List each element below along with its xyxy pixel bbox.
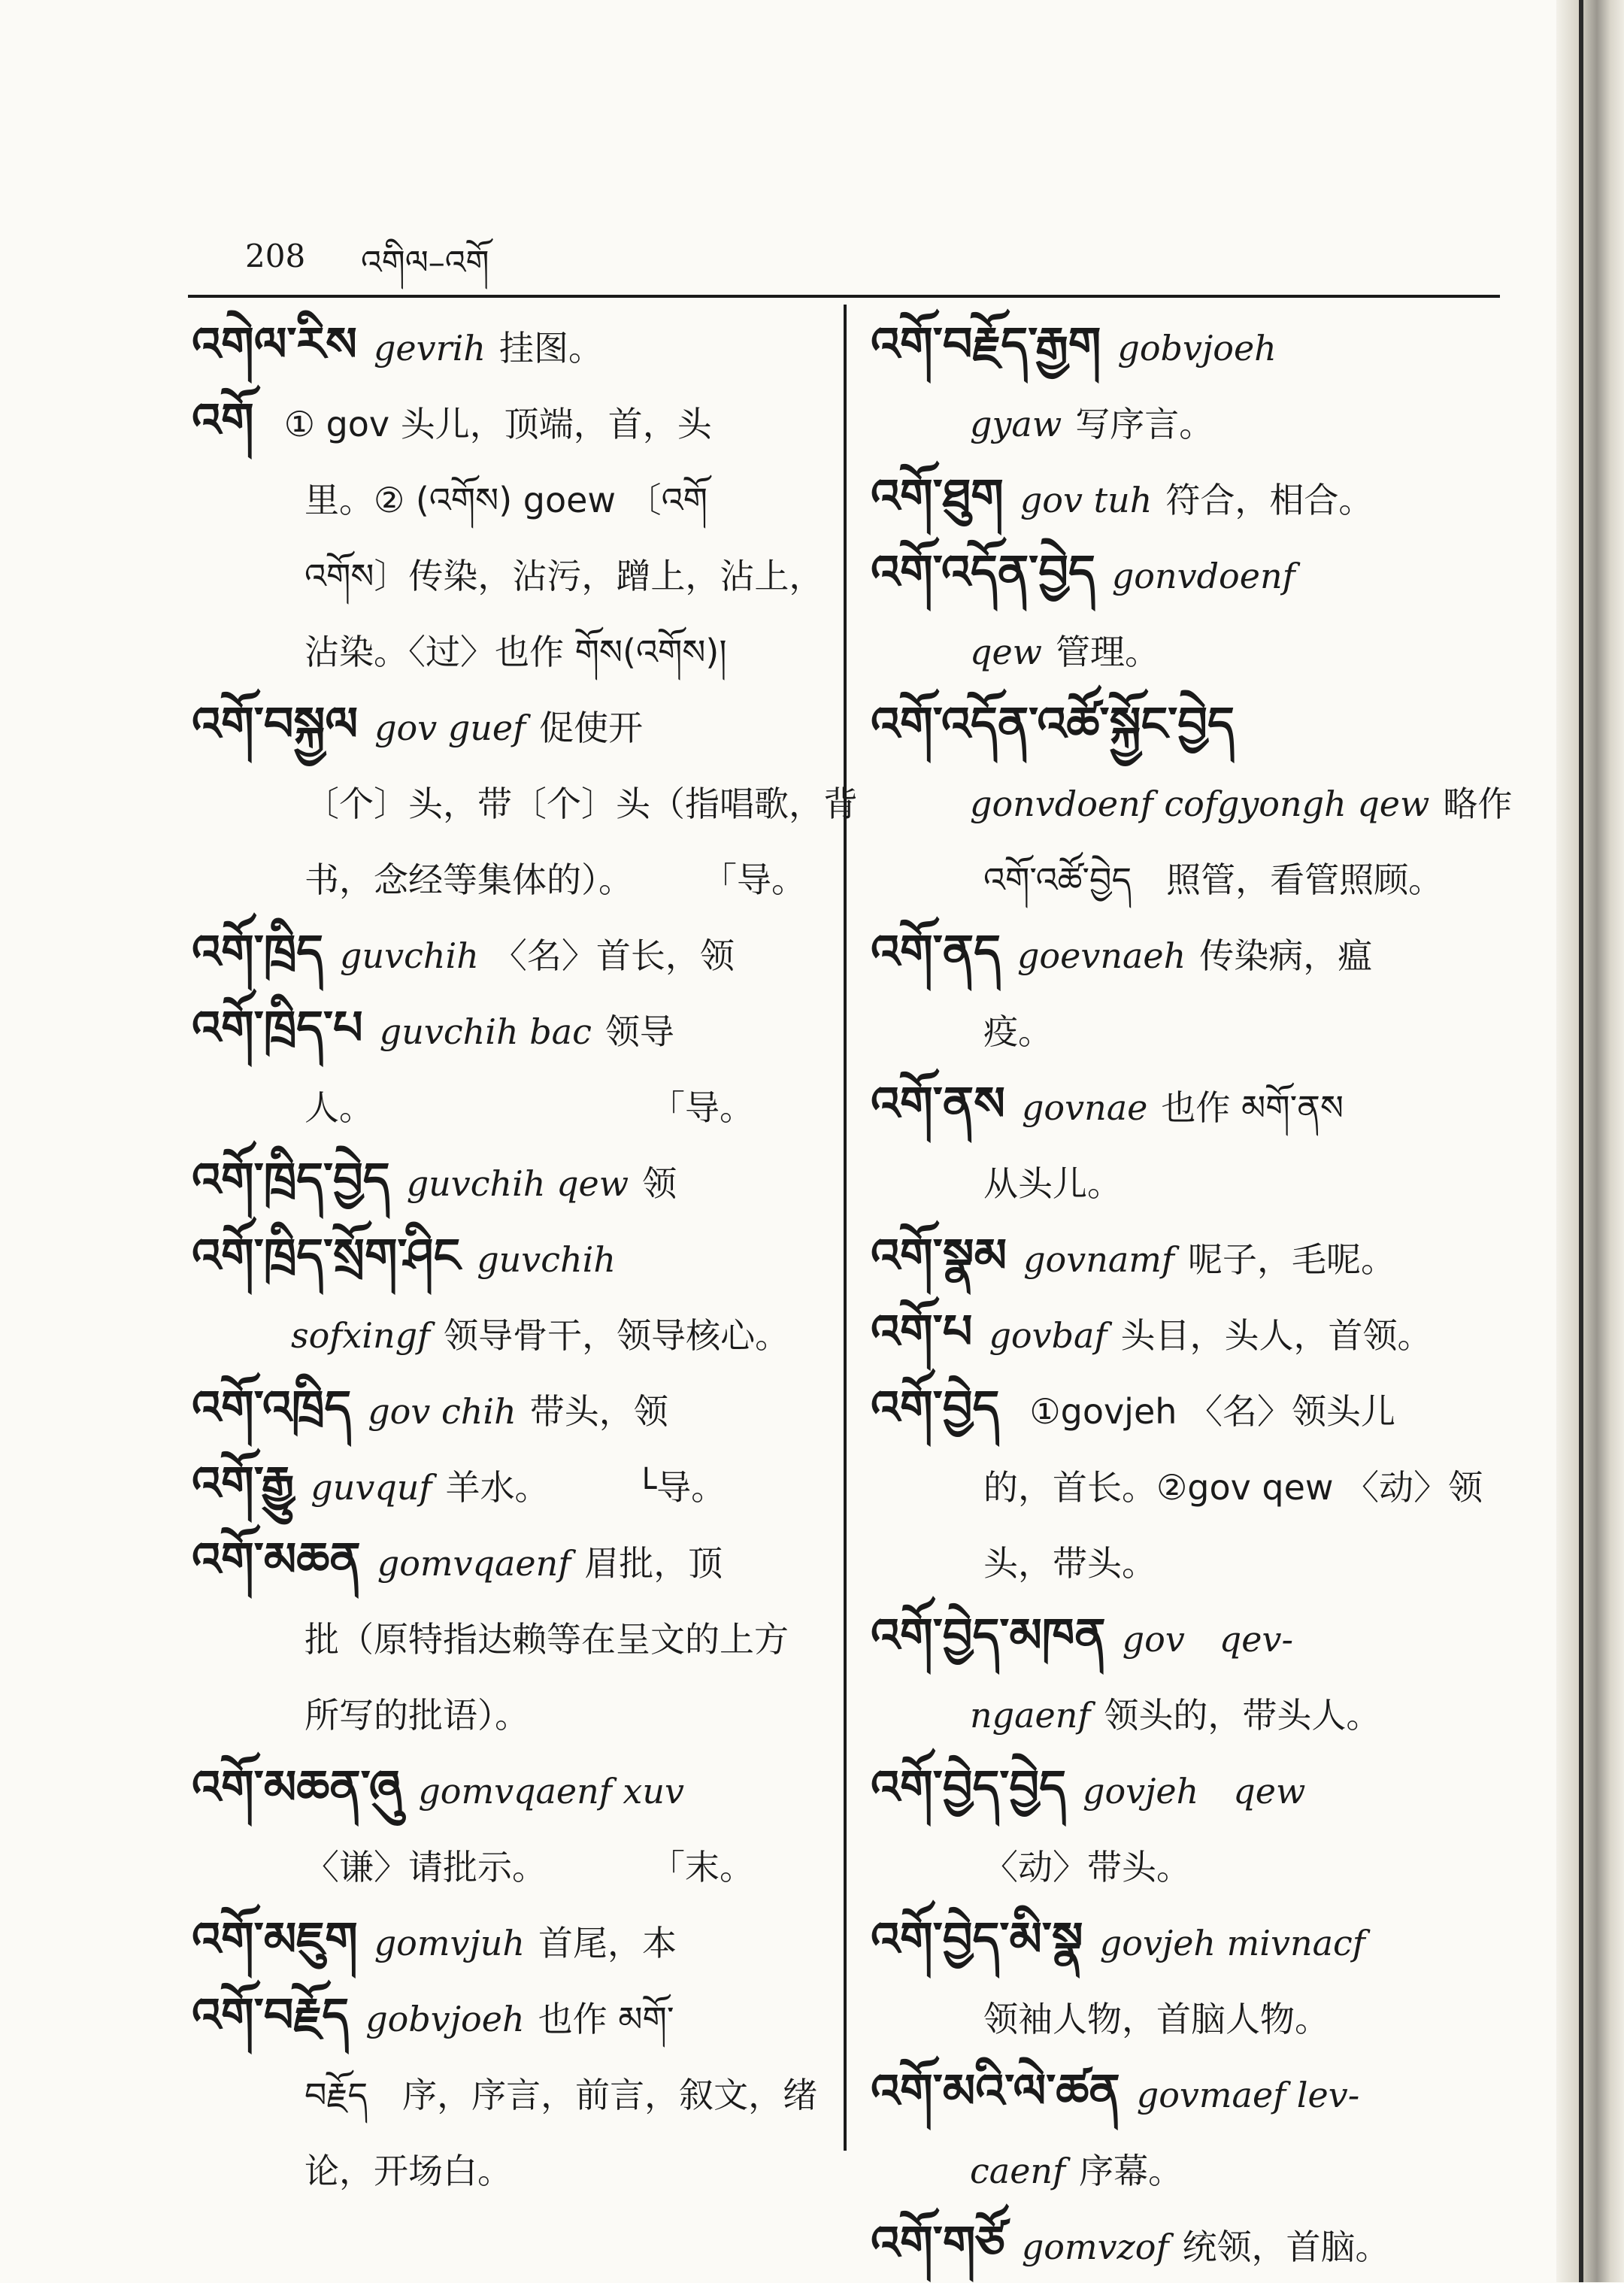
- column-divider: [844, 305, 847, 2151]
- romanization: govjeh qew: [1083, 1771, 1306, 1812]
- tibetan-headword: འགོ་མཆན་ཞུ: [192, 1760, 402, 1815]
- definition: 疫。: [983, 1011, 1053, 1052]
- romanization: gonvdoenf cofgyongh qew: [970, 784, 1430, 824]
- entry-continuation: [192, 2055, 816, 2131]
- entry-continuation: [192, 536, 824, 612]
- right-column: [871, 308, 1513, 2283]
- definition: 从头儿。: [983, 1163, 1122, 1204]
- definition: 头，带头。: [983, 1543, 1156, 1584]
- definition: 呢子，毛呢。: [1187, 1239, 1395, 1280]
- romanization: gobvjoeh: [1117, 328, 1277, 368]
- dictionary-entry: [192, 384, 824, 688]
- definition: 所写的批语）。: [304, 1695, 529, 1736]
- entry-headline: [871, 1068, 1498, 1144]
- page-header: [241, 226, 1496, 286]
- dictionary-entry: [192, 1144, 816, 1220]
- dictionary-entry: [871, 460, 1498, 536]
- romanization: guvquf: [311, 1467, 432, 1508]
- definition: ①govjeh 〈名〉领头儿: [1029, 1391, 1396, 1432]
- tibetan-headword: འགོ་བྱེད་མཁན: [871, 1608, 1106, 1663]
- dictionary-entry: [871, 688, 1513, 916]
- entry-headline: [871, 460, 1498, 536]
- entry-continuation: [871, 2131, 1498, 2207]
- tibetan-headword: འགོ་མཇུག: [192, 1912, 358, 1966]
- romanization: gomvzof: [1021, 2227, 1169, 2267]
- entry-headline: [871, 2207, 1498, 2283]
- dictionary-entry: [192, 1220, 816, 1372]
- entry-continuation: [871, 764, 1513, 840]
- entry-continuation: [192, 1599, 816, 1675]
- dictionary-entry: [871, 1372, 1498, 1599]
- entry-headline: [871, 1372, 1498, 1448]
- definition: 人。 「导。: [304, 1087, 754, 1128]
- romanization: goevnaeh: [1017, 935, 1186, 976]
- entry-continuation: [871, 992, 1498, 1068]
- dictionary-entry: [871, 1751, 1498, 1903]
- entry-headline: [192, 1524, 816, 1599]
- tibetan-headword: འགོ་པ: [871, 1304, 973, 1359]
- romanization: govjeh mivnacf: [1099, 1923, 1365, 1963]
- definition: 统领，首脑。: [1182, 2227, 1390, 2267]
- definition: 〔个〕头，带〔个〕头（指唱歌，背: [304, 784, 858, 824]
- entry-continuation: [871, 612, 1498, 688]
- dictionary-entry: [871, 2055, 1498, 2207]
- romanization: sofxingf: [291, 1315, 431, 1356]
- entry-headline: [192, 1751, 816, 1827]
- tibetan-headword: འགོ་ཁྲིད་པ: [192, 1000, 363, 1055]
- romanization: gov chih: [368, 1391, 517, 1432]
- definition: 符合，相合。: [1165, 480, 1374, 520]
- tibetan-headword: འགོ་མའི་ལེ་ཚན: [871, 2063, 1120, 2118]
- definition: 首尾，本: [538, 1923, 677, 1963]
- tibetan-headword: འགོ་རྒྱུ: [192, 1456, 295, 1511]
- definition: འགོས〕传染，沾污，蹭上，沾上，: [304, 556, 824, 596]
- entry-continuation: [871, 1524, 1498, 1599]
- entry-continuation: [871, 1675, 1498, 1751]
- romanization: gov qev-: [1122, 1619, 1293, 1660]
- romanization: guvchih bac: [379, 1011, 592, 1052]
- entry-headline: [871, 688, 1498, 764]
- entry-headline: [192, 384, 816, 460]
- tibetan-headword: འགེལ་རིས: [192, 317, 357, 371]
- page-edge-line: [1579, 0, 1583, 2282]
- definition: 领头的，带头人。: [1104, 1695, 1381, 1736]
- definition: 促使开: [539, 708, 644, 748]
- romanization: gevrih: [373, 328, 486, 368]
- tibetan-headword: འགོ་གཙོ: [871, 2215, 1005, 2270]
- definition: 〈动〉带头。: [983, 1847, 1191, 1887]
- definition: ① gov 头儿，顶端，首，头: [283, 404, 712, 444]
- definition: 传染病，瘟: [1199, 935, 1373, 976]
- tibetan-headword: འགོ་འཁྲིད: [192, 1380, 352, 1435]
- romanization: gomvqaenf xuv: [418, 1771, 684, 1812]
- entry-continuation: [192, 1827, 816, 1903]
- entry-headline: [192, 916, 816, 992]
- romanization: govnae: [1021, 1087, 1148, 1128]
- entry-continuation: [871, 1144, 1498, 1220]
- definition: 羊水。 └导。: [445, 1467, 726, 1508]
- romanization: govbaf: [989, 1315, 1107, 1356]
- dictionary-entry: [871, 916, 1498, 1068]
- tibetan-headword: འགོ་ནད: [871, 924, 1001, 979]
- tibetan-headword: འགོ་བྱེད་མི་སྣ: [871, 1912, 1083, 1966]
- tibetan-headword: འགོ་བརྗོད: [192, 1987, 350, 2042]
- entry-headline: [192, 1448, 816, 1524]
- entry-headline: [192, 688, 816, 764]
- dictionary-entry: [871, 536, 1498, 688]
- definition: འགོ་འཚོ་བྱེད 照管，看管照顾。: [983, 860, 1444, 900]
- dictionary-entry: [871, 1296, 1498, 1372]
- romanization: guvchih: [477, 1239, 616, 1280]
- definition: 论，开场白。: [304, 2151, 512, 2191]
- definition: བརྗོད 序，序言，前言，叙文，绪: [304, 2075, 818, 2115]
- definition: 领: [642, 1163, 677, 1204]
- dictionary-entry: [871, 1220, 1498, 1296]
- entry-headline: [192, 1903, 816, 1979]
- romanization: govmaef lev-: [1136, 2075, 1360, 2115]
- tibetan-headword: འགོ: [192, 393, 254, 447]
- page-number: 208: [245, 238, 306, 274]
- entry-continuation: [871, 1827, 1498, 1903]
- entry-continuation: [871, 840, 1498, 916]
- entry-headline: [871, 536, 1498, 612]
- entry-headline: [871, 1220, 1498, 1296]
- definition: 眉批，顶: [584, 1543, 723, 1584]
- definition: 书，念经等集体的）。 「导。: [304, 860, 806, 900]
- entry-headline: [871, 916, 1498, 992]
- definition: 写序言。: [1075, 404, 1214, 444]
- page-edge-shadow: [1556, 0, 1624, 2282]
- entry-headline: [192, 992, 816, 1068]
- entry-continuation: [192, 460, 816, 536]
- definition: 也作 མགོ་: [538, 1999, 674, 2039]
- tibetan-headword: འགོ་བྱེད: [871, 1380, 1000, 1435]
- definition: 〈名〉首长，领: [492, 935, 735, 976]
- entry-headline: [192, 1220, 816, 1296]
- dictionary-entry: [192, 1524, 816, 1751]
- dictionary-entry: [871, 2207, 1498, 2283]
- romanization: qew: [970, 632, 1043, 672]
- entry-continuation: [871, 384, 1498, 460]
- definition: 也作 མགོ་ནས: [1161, 1087, 1344, 1128]
- entry-continuation: [192, 764, 858, 840]
- running-head: འགིལ–འགོ: [361, 244, 489, 282]
- romanization: gov guef: [374, 708, 526, 748]
- definition: 领导骨干，领导核心。: [444, 1315, 790, 1356]
- entry-continuation: [192, 1675, 816, 1751]
- dictionary-entry: [192, 916, 816, 992]
- romanization: guvchih: [340, 935, 479, 976]
- definition: 〈谦〉请批示。 「末。: [304, 1847, 754, 1887]
- tibetan-headword: འགོ་བྱེད་བྱེད: [871, 1760, 1067, 1815]
- tibetan-headword: འགོ་བསྐྱལ: [192, 696, 359, 751]
- definition: 序幕。: [1079, 2151, 1183, 2191]
- entry-headline: [871, 1599, 1498, 1675]
- entry-headline: [871, 1296, 1498, 1372]
- header-rule: [188, 295, 1500, 298]
- entry-continuation: [192, 840, 816, 916]
- romanization: gomvjuh: [374, 1923, 525, 1963]
- dictionary-entry: [871, 308, 1498, 460]
- romanization: caenf: [970, 2151, 1066, 2191]
- romanization: guvchih qew: [406, 1163, 629, 1204]
- entry-continuation: [192, 1068, 816, 1144]
- definition: 批（原特指达赖等在呈文的上方: [304, 1619, 789, 1660]
- definition: 挂图。: [498, 328, 603, 368]
- definition: 领导: [604, 1011, 674, 1052]
- entry-continuation: [192, 2131, 816, 2207]
- definition: 的，首长。②gov qew 〈动〉领: [983, 1467, 1483, 1508]
- tibetan-headword: འགོ་འདོན་བྱེད: [871, 544, 1095, 599]
- definition: 领袖人物，首脑人物。: [983, 1999, 1329, 2039]
- definition: 沾染。〈过〉也作 གོས(འགོས)།: [304, 632, 727, 672]
- tibetan-headword: འགོ་ཁྲིད: [192, 924, 324, 979]
- dictionary-entry: [192, 1448, 816, 1524]
- definition: 里。② (འགོས) goew 〔འགོ: [304, 480, 708, 520]
- romanization: ngaenf: [970, 1695, 1091, 1736]
- tibetan-headword: འགོ་སྣམ: [871, 1228, 1007, 1283]
- definition: 带头，领: [529, 1391, 668, 1432]
- entry-continuation: [871, 1979, 1498, 2055]
- definition: 略作: [1443, 784, 1513, 824]
- tibetan-headword: འགོ་ཐུག: [871, 468, 1004, 523]
- romanization: gov tuh: [1020, 480, 1153, 520]
- romanization: gyaw: [970, 404, 1062, 444]
- entry-headline: [192, 1372, 816, 1448]
- tibetan-headword: འགོ་ཁྲིད་བྱེད: [192, 1152, 390, 1207]
- entry-continuation: [192, 1296, 816, 1372]
- tibetan-headword: འགོ་མཆན: [192, 1532, 361, 1587]
- dictionary-entry: [871, 1068, 1498, 1220]
- entry-headline: [192, 1144, 816, 1220]
- dictionary-entry: [192, 688, 858, 916]
- dictionary-entry: [192, 1372, 816, 1448]
- definition: 头目，头人，首领。: [1120, 1315, 1432, 1356]
- dictionary-entry: [192, 1979, 816, 2207]
- tibetan-headword: འགོ་བརྗོད་རྒྱག: [871, 317, 1101, 371]
- romanization: govnamf: [1023, 1239, 1174, 1280]
- left-column: [192, 308, 858, 2207]
- entry-continuation: [192, 612, 816, 688]
- romanization: gonvdoenf: [1111, 556, 1295, 596]
- tibetan-headword: འགོ་འདོན་འཚོ་སྐྱོང་བྱེད: [871, 696, 1235, 751]
- dictionary-entry: [192, 992, 816, 1144]
- entry-headline: [871, 2055, 1498, 2131]
- dictionary-entry: [192, 308, 816, 384]
- entry-continuation: [871, 1448, 1498, 1524]
- dictionary-entry: [192, 1903, 816, 1979]
- definition: 管理。: [1056, 632, 1160, 672]
- entry-headline: [192, 308, 816, 384]
- entry-headline: [192, 1979, 816, 2055]
- entry-headline: [871, 1751, 1498, 1827]
- dictionary-entry: [871, 1903, 1498, 2055]
- tibetan-headword: འགོ་ཁྲིད་སྲོག་ཤིང: [192, 1228, 461, 1283]
- romanization: gobvjoeh: [365, 1999, 525, 2039]
- tibetan-headword: འགོ་ནས: [871, 1076, 1005, 1131]
- dictionary-entry: [871, 1599, 1498, 1751]
- dictionary-entry: [192, 1751, 816, 1903]
- entry-headline: [871, 1903, 1498, 1979]
- romanization: gomvqaenf: [377, 1543, 571, 1584]
- entry-headline: [871, 308, 1498, 384]
